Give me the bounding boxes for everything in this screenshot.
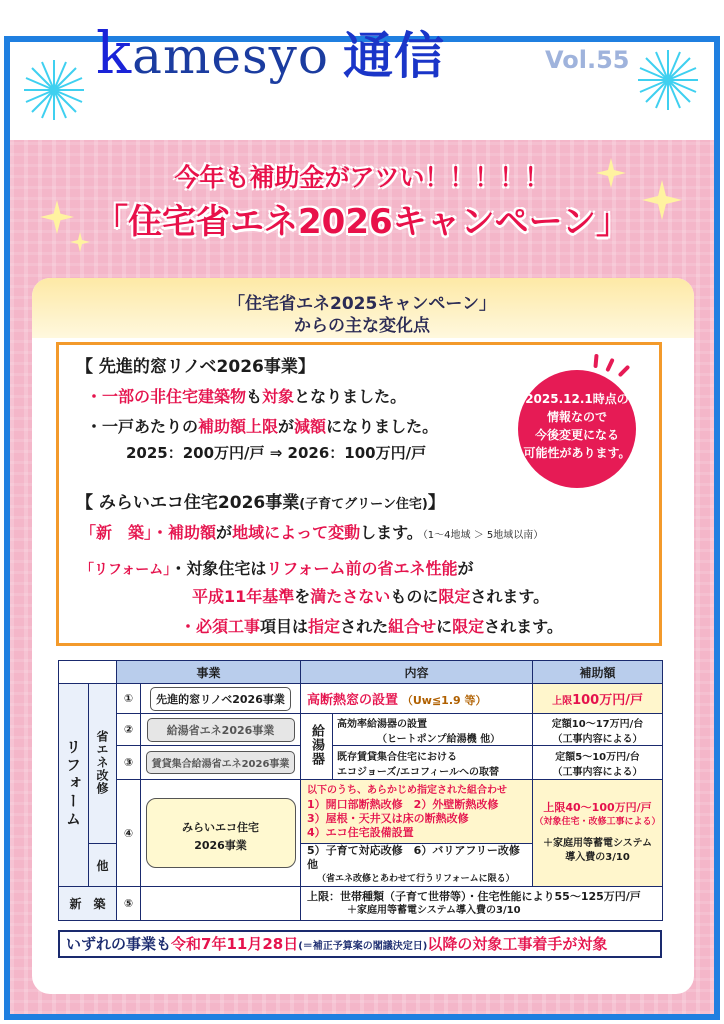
- headline-title: 「住宅省エネ2026キャンペーン」: [94, 202, 630, 242]
- content-cell: [301, 684, 533, 714]
- content-line: 3）屋根・天井又は床の断熱改修: [307, 811, 469, 825]
- plain-text: も: [246, 387, 263, 406]
- amount-line: （対象住宅・改修工事による）: [534, 817, 661, 827]
- highlight-text: 平成11年基準: [192, 587, 295, 606]
- footer-note: (＝補正予算案の閣議決定日): [298, 941, 428, 952]
- table-header: 事業: [117, 661, 301, 684]
- program-name: 2026事業: [194, 839, 247, 852]
- plain-text: が: [457, 559, 474, 578]
- plain-text: 項目は: [260, 617, 309, 636]
- amount-value: 100万円/戸: [572, 693, 643, 708]
- highlight-text: 補助額: [168, 523, 217, 542]
- amount-line: 定額10～17万円/台: [551, 718, 644, 730]
- volume-number: Vol.55: [545, 46, 630, 74]
- highlight-text: 指定: [308, 617, 341, 636]
- program-name: みらいエコ住宅: [182, 821, 259, 834]
- sparkle-icon: [636, 48, 700, 112]
- madoreno-bullet-1: [86, 384, 406, 407]
- heading-subtext: (子育てグリーン住宅): [299, 497, 428, 512]
- highlight-text: 満たさない: [310, 587, 391, 606]
- badge-line: 情報なので: [546, 410, 607, 424]
- amount-line: ＋家庭用等蓄電システム: [543, 838, 653, 849]
- madoreno-bullet-2: [86, 414, 438, 437]
- masthead-title: [96, 18, 445, 91]
- bullet-dot: ・: [180, 617, 197, 636]
- panel-title-line2: からの主な変化点: [294, 316, 430, 336]
- notice-badge: [518, 370, 636, 488]
- plain-text: します。: [360, 523, 423, 542]
- table-row: [59, 746, 663, 780]
- subsidy-table: [58, 660, 663, 921]
- shoene-label-cell: [89, 684, 117, 844]
- content-line: 既存賃貸集合住宅における: [337, 751, 458, 763]
- heading-end: 】: [427, 493, 445, 513]
- footer-text: いずれの事業も: [66, 935, 172, 953]
- shoene-label: 省エネ改修: [95, 729, 109, 795]
- badge-line: 可能性があります。: [523, 446, 631, 460]
- plain-text: に: [436, 617, 453, 636]
- content-note: （Uw≦1.9 等）: [401, 694, 487, 707]
- masthead-title-jp: 通信: [342, 27, 445, 85]
- mirai-required: [180, 614, 563, 637]
- highlight-text: 対象: [262, 387, 295, 406]
- row-number: ④: [117, 780, 141, 887]
- content-line: 上限：世帯種類（子育て世帯等）・住宅性能により55～125万円/戸: [307, 889, 641, 903]
- program-cell: [141, 684, 301, 714]
- amount-line: 導入費の3/10: [565, 852, 630, 863]
- kyuto-label: 給湯器: [309, 724, 325, 766]
- heading-text: 【 みらいエコ住宅2026事業: [76, 493, 300, 513]
- amount-cell: [533, 714, 663, 746]
- mirai-heading: [76, 488, 445, 513]
- label-newbuild: 「新 築」: [80, 523, 153, 542]
- highlight-text: 非住宅建築物: [150, 387, 247, 406]
- amount-cell: [533, 684, 663, 714]
- amount-cell: [533, 780, 663, 887]
- bullet-dot: ・: [152, 523, 169, 542]
- reform-label-cell: [59, 684, 89, 887]
- plain-text: された: [340, 617, 389, 636]
- plain-text: が: [278, 417, 295, 436]
- table-row: [59, 887, 663, 921]
- plain-text: されます。: [484, 617, 563, 636]
- masthead-title-rest: amesyo: [132, 27, 329, 85]
- headline-subtitle: 今年も補助金がアツい！！！！！: [174, 163, 550, 192]
- content-line: 1）開口部断熱改修 2）外壁断熱改修: [307, 797, 499, 811]
- program-cell: [141, 746, 301, 780]
- madoreno-heading: 【 先進的窓リノベ2026事業】: [76, 357, 315, 377]
- amount-prefix: 上限: [552, 696, 573, 707]
- content-line: ＋家庭用等蓄電システム導入費の3/10: [347, 904, 521, 916]
- program-name: 給湯省エネ2026事業: [147, 718, 295, 742]
- highlight-text: 組合せ: [388, 617, 437, 636]
- other-label: 他: [89, 844, 117, 887]
- content-line: （省エネ改修とあわせて行うリフォームに限る）: [317, 874, 515, 884]
- plain-text: になりました。: [326, 417, 439, 436]
- plain-text: ・対象住宅は: [170, 559, 267, 578]
- plain-text: されます。: [470, 587, 550, 606]
- mirai-reform-1: [80, 556, 474, 579]
- label-reform: 「リフォーム」: [80, 562, 171, 578]
- plain-text: ものに: [390, 587, 439, 606]
- program-cell: [141, 714, 301, 746]
- content-cell: [333, 746, 533, 780]
- content-highlight: 高断熱窓の設置: [307, 693, 399, 708]
- footer-notice: [58, 930, 662, 958]
- program-name-box: [146, 798, 296, 868]
- table-row: [59, 780, 663, 844]
- program-cell-empty: [141, 887, 301, 921]
- content-cell: [301, 844, 533, 887]
- mirai-reform-2: [192, 584, 549, 607]
- panel-title-line1: 「住宅省エネ2025キャンペーン」: [228, 294, 496, 314]
- newbuild-label: 新 築: [59, 887, 117, 921]
- content-line: 高効率給湯器の設置: [337, 718, 428, 730]
- highlight-text: 限定: [452, 617, 485, 636]
- plain-text: ・一戸あたりの: [86, 417, 199, 436]
- highlight-text: 地域によって変動: [232, 523, 361, 542]
- amount-line: 定額5～10万円/台: [555, 751, 640, 763]
- content-line: （ヒートポンプ給湯機 他）: [377, 733, 501, 745]
- reform-label: リフォーム: [64, 738, 82, 829]
- badge-line: 2025.12.1時点の: [525, 392, 629, 406]
- plain-text: を: [294, 587, 311, 606]
- program-name: 先進的窓リノベ2026事業: [150, 687, 291, 711]
- content-line: 4）エコ住宅設備設置: [307, 825, 414, 839]
- table-row: [59, 684, 663, 714]
- row-number: ⑤: [117, 887, 141, 921]
- row-number: ①: [117, 684, 141, 714]
- program-cell: [141, 780, 301, 887]
- region-note: （1～4地域 ＞ 5地域以南）: [422, 530, 544, 541]
- table-row: [59, 714, 663, 746]
- footer-text: 以降の対象工事着手が対象: [427, 935, 608, 953]
- table-corner: [59, 661, 117, 684]
- highlight-text: 限定: [438, 587, 471, 606]
- mirai-newbuild: [80, 520, 543, 543]
- row-number: ②: [117, 714, 141, 746]
- badge-line: 今後変更になる: [534, 428, 619, 442]
- highlight-text: 補助額上限: [198, 417, 279, 436]
- madoreno-compare: 2025：200万円/戸 ⇒ 2026：100万円/戸: [126, 444, 427, 462]
- content-cell: [333, 714, 533, 746]
- content-line: 5）子育て対応改修 6）バリアフリー改修 他: [307, 844, 520, 871]
- highlight-text: 減額: [294, 417, 327, 436]
- highlight-text: 必須工事: [196, 617, 261, 636]
- plain-text: が: [216, 523, 233, 542]
- content-cell: [301, 780, 533, 844]
- amount-line: （工事内容による）: [552, 733, 643, 745]
- content-line: 以下のうち、あらかじめ指定された組合わせ: [307, 784, 508, 796]
- program-name: 賃貸集合給湯省エネ2026事業: [146, 751, 296, 774]
- content-line: エコジョーズ/エコフィールへの取替: [337, 766, 499, 778]
- row-number: ③: [117, 746, 141, 780]
- table-header: 補助額: [533, 661, 663, 684]
- content-cell: [301, 887, 663, 921]
- plain-text: となりました。: [294, 387, 407, 406]
- masthead-title-k: k: [96, 19, 133, 87]
- table-header-row: [59, 661, 663, 684]
- amount-line: （工事内容による）: [552, 766, 643, 778]
- amount-cell: [533, 746, 663, 780]
- bullet-dot: ・一部の: [86, 387, 151, 406]
- sparkle-icon: [22, 58, 86, 122]
- table-header: 内容: [301, 661, 533, 684]
- amount-line: 上限40～100万円/戸: [543, 801, 652, 814]
- kyuto-label-cell: [301, 714, 333, 780]
- highlight-text: リフォーム前の省エネ性能: [266, 559, 458, 578]
- footer-date: 令和7年11月28日: [171, 935, 299, 953]
